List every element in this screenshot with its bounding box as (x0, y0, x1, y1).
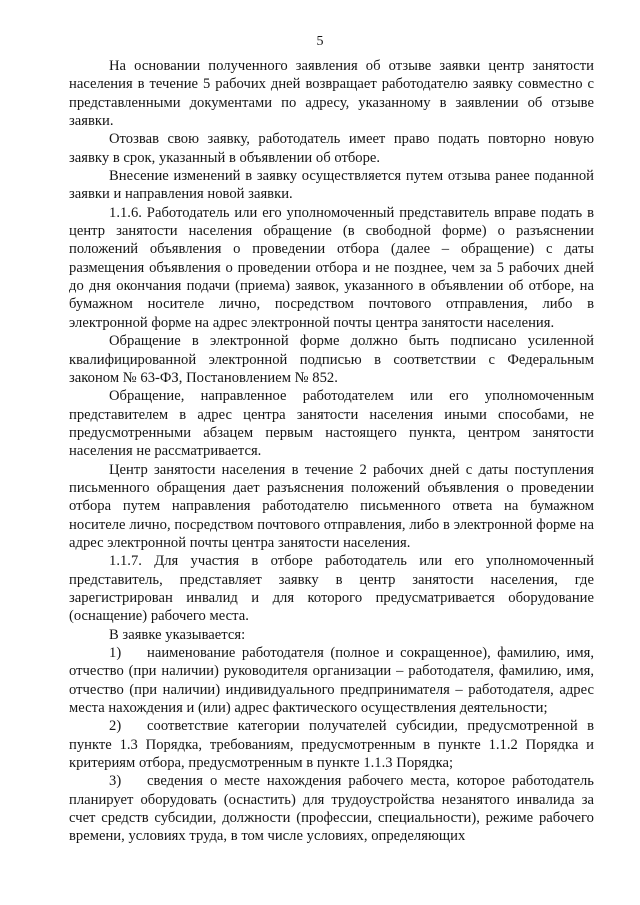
paragraph: Отозвав свою заявку, работодатель имеет право подать повторно новую заявку в срок, указанный в объявлении об отборе. (69, 131, 594, 166)
paragraph: Внесение изменений в заявку осуществляется путем отзыва ранее поданной заявки и направления новой заявки. (69, 168, 594, 203)
list-item-number: 2) (109, 718, 122, 735)
list-item (69, 717, 594, 772)
list-item-text: наименование работодателя (полное и сокращенное), фамилию, имя, отчество (при наличии) руководителя организации – работодателя, фамилию, имя, отчество (при наличии) индивидуального предпринимателя – работодателя, адрес места нахождения и (или) адрес фактического осуществления деятельности; (69, 645, 594, 717)
document-body (69, 57, 594, 846)
list-item-text: сведения о месте нахождения рабочего места, которое работодатель планирует оборудовать (оснастить) для трудоустройства незанятого инвалида за счет средств субсидии, должности (профессии, специальности), режиме рабочего времени, условиях труда, в том числе условиях, определяющих (69, 773, 594, 845)
paragraph: В заявке указывается: (109, 626, 246, 643)
list-item-number: 1) (109, 645, 122, 661)
paragraph: 1.1.7. Для участия в отборе работодатель или его уполномоченный представитель, представляет заявку в центр занятости населения, где зарегистрирован инвалид и для которого предусматривается оборудование (оснащение) рабочего места. (69, 553, 594, 625)
list-item-number: 3) (109, 773, 122, 790)
list-item (69, 644, 594, 717)
page-number: 5 (316, 34, 324, 49)
paragraph: Обращение, направленное работодателем или его уполномоченным представителем в адрес центра занятости населения иными способами, не предусмотренными абзацем первым настоящего пункта, центром занятости населения не рассматривается. (69, 388, 594, 460)
paragraph: Центр занятости населения в течение 2 рабочих дней с даты поступления письменного обращения дает разъяснения положений объявления о проведении отбора путем направления работодателю письменного ответа на бумажном носителе лично, посредством почтового отправления, либо в электронной форме на адрес электронной почты центра занятости населения. (69, 461, 594, 551)
paragraph: На основании полученного заявления об отзыве заявки центр занятости населения в течение 5 рабочих дней возвращает работодателю заявку совместно с представленными документами по адресу, указанному в заявлении об отзыве заявки. (69, 58, 594, 130)
paragraph: Обращение в электронной форме должно быть подписано усиленной квалифицированной электронной подписью в соответствии с Федеральным законом № 63-ФЗ, Постановлением № 852. (69, 333, 594, 386)
paragraph: 1.1.6. Работодатель или его уполномоченный представитель вправе подать в центр занятости населения обращение (в свободной форме) о разъяснении положений объявления о проведении отбора (далее – обращение) с даты размещения объявления о проведении отбора и не позднее, чем за 5 рабочих дней до дня окончания подачи (приема) заявок, указанного в объявлении об отборе, на бумажном носителе лично, посредством почтового отправления, либо в электронной форме на адрес электронной почты центра занятости населения. (69, 204, 594, 331)
list-item (69, 772, 594, 845)
list-item-text: соответствие категории получателей субсидии, предусмотренной в пункте 1.3 Порядка, требованиям, предусмотренным в пункте 1.1.2 Порядка и критериям отбора, предусмотренным в пункте 1.1.3 Порядка; (69, 718, 594, 772)
